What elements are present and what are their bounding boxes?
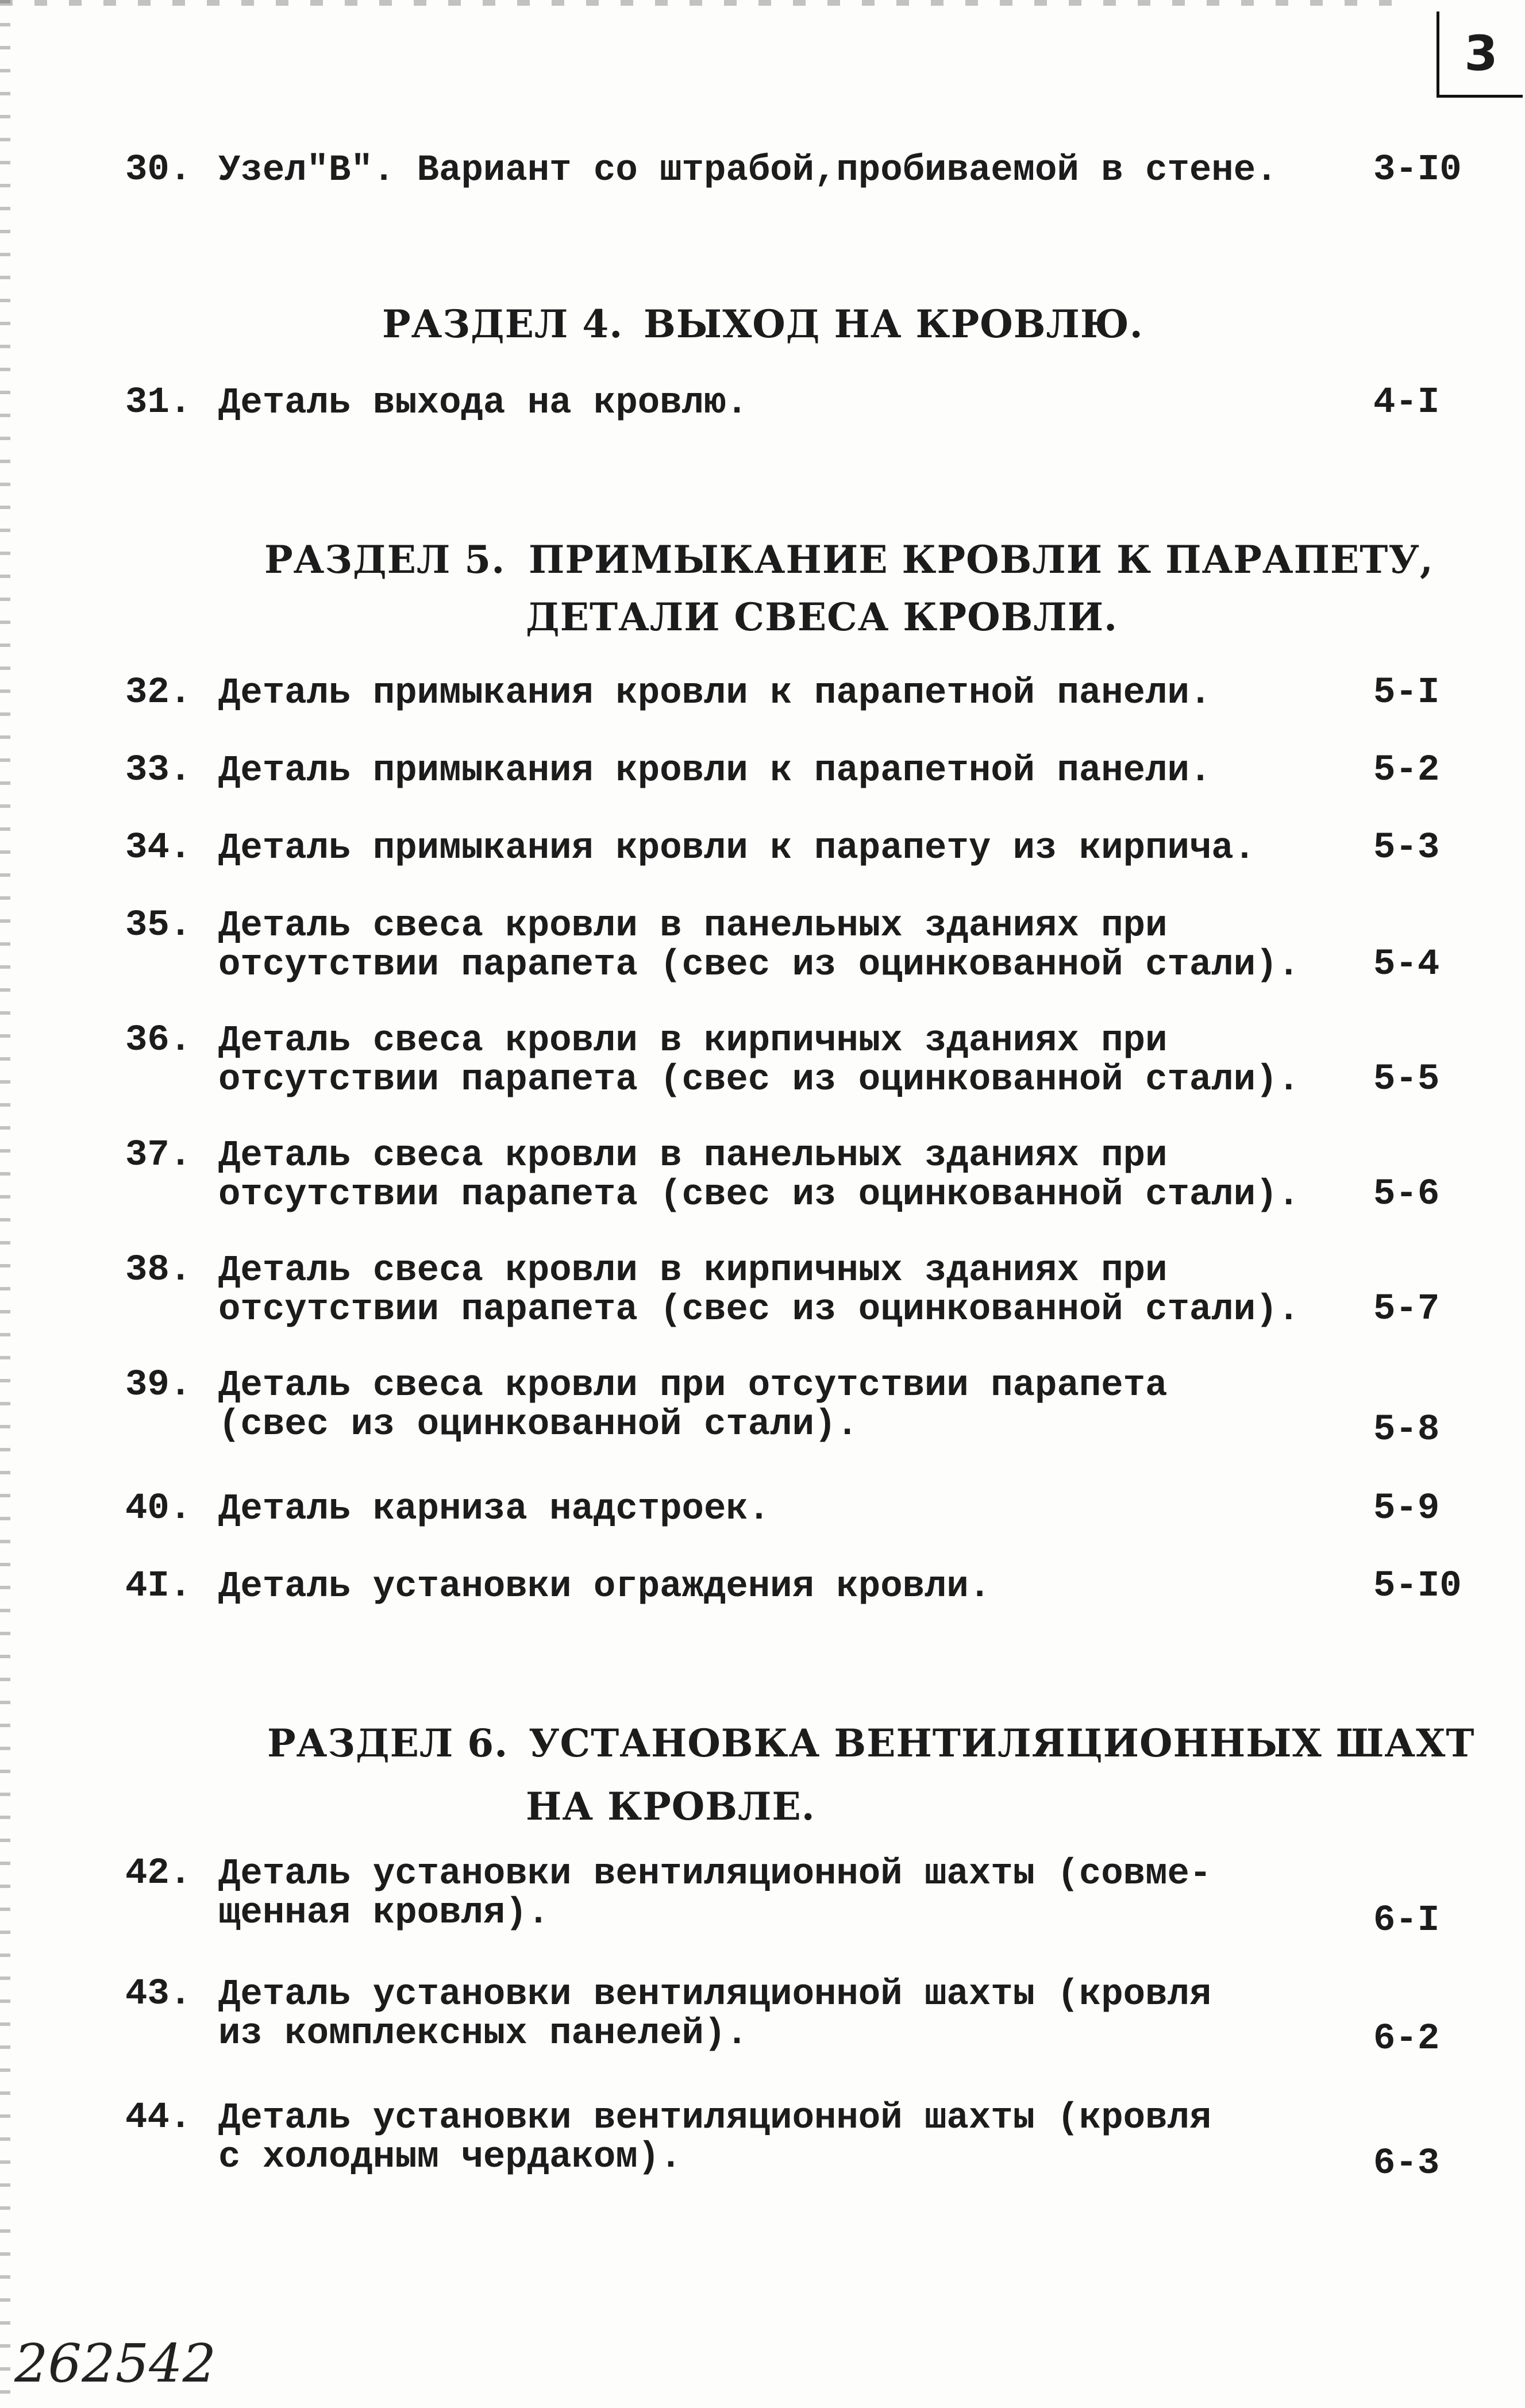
section-4-label: РАЗДЕЛ 4. [382, 302, 623, 346]
entry-number: 33. [125, 750, 192, 791]
entry-number: 32. [125, 672, 192, 714]
entry-title-line1: Деталь установки вентиляционной шахты (совме- [218, 1854, 1212, 1895]
entry-title: Деталь примыкания кровли к парапету из кирпича. [218, 828, 1256, 869]
entry-sheet-ref: 5-4 [1373, 944, 1440, 985]
entry-number: 36. [125, 1020, 192, 1061]
entry-sheet-ref: 6-I [1373, 1900, 1440, 1941]
entry-title-line2: (свес из оцинкованной стали). [218, 1404, 858, 1446]
entry-title-line2: отсутствии парапета (свес из оцинкованной стали). [218, 945, 1300, 986]
entry-title-line2: с холодным чердаком). [218, 2137, 682, 2178]
entry-number: 44. [125, 2097, 192, 2139]
entry-number: 30. [125, 149, 192, 191]
entry-title-line2: отсутствии парапета (свес из оцинкованной стали). [218, 1289, 1300, 1331]
scan-edge-left [0, 0, 10, 2408]
entry-sheet-ref: 5-5 [1373, 1059, 1440, 1100]
entry-sheet-ref: 6-3 [1373, 2143, 1440, 2184]
entry-sheet-ref: 6-2 [1373, 2018, 1440, 2060]
entry-number: 38. [125, 1250, 192, 1291]
entry-title-line2: щенная кровля). [218, 1893, 550, 1934]
entry-title-line2: отсутствии парапета (свес из оцинкованной стали). [218, 1059, 1300, 1101]
entry-sheet-ref: 5-8 [1373, 1409, 1440, 1451]
entry-sheet-ref: 5-I0 [1373, 1566, 1462, 1607]
section-5-title: ПРИМЫКАНИЕ КРОВЛИ К ПАРАПЕТУ, [529, 537, 1434, 582]
entry-title-line1: Деталь свеса кровли при отсутствии парапета [218, 1365, 1168, 1407]
entry-number: 34. [125, 827, 192, 869]
entry-title: Деталь примыкания кровли к парапетной панели. [218, 750, 1212, 792]
entry-number: 4I. [125, 1566, 192, 1607]
entry-number: 35. [125, 905, 192, 946]
entry-sheet-ref: 5-9 [1373, 1488, 1440, 1529]
archive-number-handwritten: 262542 [14, 2333, 217, 2394]
entry-sheet-ref: 5-3 [1373, 827, 1440, 869]
entry-number: 39. [125, 1365, 192, 1406]
entry-title-line1: Деталь свеса кровли в панельных зданиях при [218, 906, 1168, 947]
entry-sheet-ref: 5-7 [1373, 1289, 1440, 1330]
entry-number: 31. [125, 382, 192, 423]
entry-title-line1: Деталь свеса кровли в панельных зданиях при [218, 1135, 1168, 1177]
section-6-title: УСТАНОВКА ВЕНТИЛЯЦИОННЫХ ШАХТ [529, 1721, 1475, 1766]
page-number: 3 [1437, 11, 1523, 98]
entry-number: 40. [125, 1488, 192, 1529]
entry-number: 42. [125, 1853, 192, 1894]
entry-sheet-ref: 4-I [1373, 382, 1440, 423]
entry-title: Деталь карниза надстроек. [218, 1489, 771, 1530]
entry-sheet-ref: 3-I0 [1373, 149, 1462, 191]
entry-title-line2: из комплексных панелей). [218, 2013, 748, 2055]
entry-number: 43. [125, 1974, 192, 2015]
entry-title: Деталь выхода на кровлю. [218, 383, 748, 424]
section-5-label: РАЗДЕЛ 5. [264, 537, 506, 582]
section-6-label: РАЗДЕЛ 6. [267, 1721, 509, 1766]
entry-number: 37. [125, 1135, 192, 1176]
entry-title-line1: Деталь установки вентиляционной шахты (кровля [218, 2098, 1212, 2139]
entry-title: Узел"В". Вариант со штрабой,пробиваемой в стене. [218, 150, 1278, 191]
entry-sheet-ref: 5-2 [1373, 750, 1440, 791]
entry-title: Деталь примыкания кровли к парапетной панели. [218, 673, 1212, 714]
entry-title: Деталь установки ограждения кровли. [218, 1566, 991, 1608]
section-6-title-line2: НА КРОВЛЕ. [526, 1784, 815, 1829]
section-5-title-line2: ДЕТАЛИ СВЕСА КРОВЛИ. [526, 595, 1118, 639]
scan-edge-top [0, 0, 1414, 6]
entry-title-line2: отсутствии парапета (свес из оцинкованной стали). [218, 1174, 1300, 1216]
entry-title-line1: Деталь свеса кровли в кирпичных зданиях при [218, 1020, 1168, 1062]
section-4-title: ВЫХОД НА КРОВЛЮ. [644, 302, 1143, 346]
entry-title-line1: Деталь свеса кровли в кирпичных зданиях при [218, 1250, 1168, 1292]
entry-sheet-ref: 5-6 [1373, 1174, 1440, 1215]
entry-sheet-ref: 5-I [1373, 672, 1440, 714]
entry-title-line1: Деталь установки вентиляционной шахты (кровля [218, 1974, 1212, 2016]
